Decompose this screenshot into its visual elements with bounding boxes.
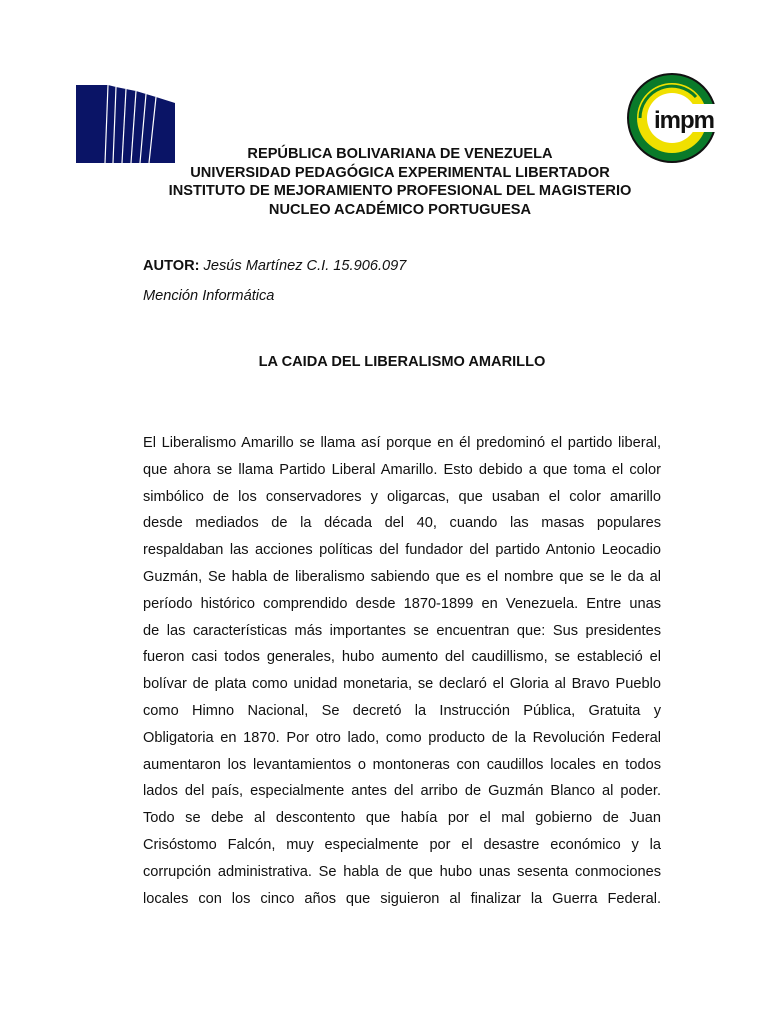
header-line-institute: INSTITUTO DE MEJORAMIENTO PROFESIONAL DEL MAGISTERIO xyxy=(168,183,632,199)
body-line: aumentaron los levantamientos o montoneras con caudillos locales en todos xyxy=(143,756,661,773)
mention-text: Mención Informática xyxy=(143,288,275,304)
body-line: simbólico de los conservadores y oligarcas, que usaban el color amarillo xyxy=(143,488,661,505)
body-line: El Liberalismo Amarillo se llama así porque en él predominó el partido liberal, xyxy=(143,435,661,451)
header-line-republic: REPÚBLICA BOLIVARIANA DE VENEZUELA xyxy=(247,146,553,162)
body-line: como Himno Nacional, Se decretó la Instrucción Pública, Gratuita y xyxy=(143,702,661,719)
document-title: LA CAIDA DEL LIBERALISMO AMARILLO xyxy=(258,354,546,370)
body-line: lados del país, especialmente antes del arribo de Guzmán Blanco al poder. xyxy=(143,783,661,800)
body-line: Guzmán, Se habla de liberalismo sabiendo que es el nombre que se le da al xyxy=(143,568,661,585)
author-value: Jesús Martínez C.I. 15.906.097 xyxy=(203,258,407,274)
body-line: desde mediados de la década del 40, cuando las masas populares xyxy=(143,515,661,532)
body-line: respaldaban las acciones políticas del fundador del partido Antonio Leocadio xyxy=(143,542,661,559)
author-label: AUTOR: xyxy=(143,258,200,274)
header-line-nucleus: NUCLEO ACADÉMICO PORTUGUESA xyxy=(268,201,532,218)
body-line: Crisóstomo Falcón, muy especialmente por el desastre económico y la xyxy=(143,836,661,853)
body-line: que ahora se llama Partido Liberal Amarillo. Esto debido a que toma el color xyxy=(143,461,661,478)
header-line-university: UNIVERSIDAD PEDAGÓGICA EXPERIMENTAL LIBERTADOR xyxy=(190,164,610,181)
body-line: fueron casi todos generales, hubo aumento del caudillismo, se estableció el xyxy=(143,649,661,666)
author-line xyxy=(143,258,406,274)
body-line: período histórico comprendido desde 1870-1899 en Venezuela. Entre unas xyxy=(143,595,661,612)
body-line: bolívar de plata como unidad monetaria, se declaró el Gloria al Bravo Pueblo xyxy=(143,676,661,693)
body-line: corrupción administrativa. Se habla de que hubo unas sesenta conmociones xyxy=(143,863,661,880)
body-line: Todo se debe al descontento que había por el mal gobierno de Juan xyxy=(143,810,661,827)
body-line: Obligatoria en 1870. Por otro lado, como producto de la Revolución Federal xyxy=(143,729,661,746)
body-line: locales con los cinco años que siguieron al finalizar la Guerra Federal. xyxy=(143,890,661,907)
impm-logo-text: impm xyxy=(654,107,715,134)
body-line: de las características más importantes se encuentran que: Sus presidentes xyxy=(143,622,661,639)
institution-header xyxy=(130,145,670,219)
body-paragraph xyxy=(143,430,661,912)
